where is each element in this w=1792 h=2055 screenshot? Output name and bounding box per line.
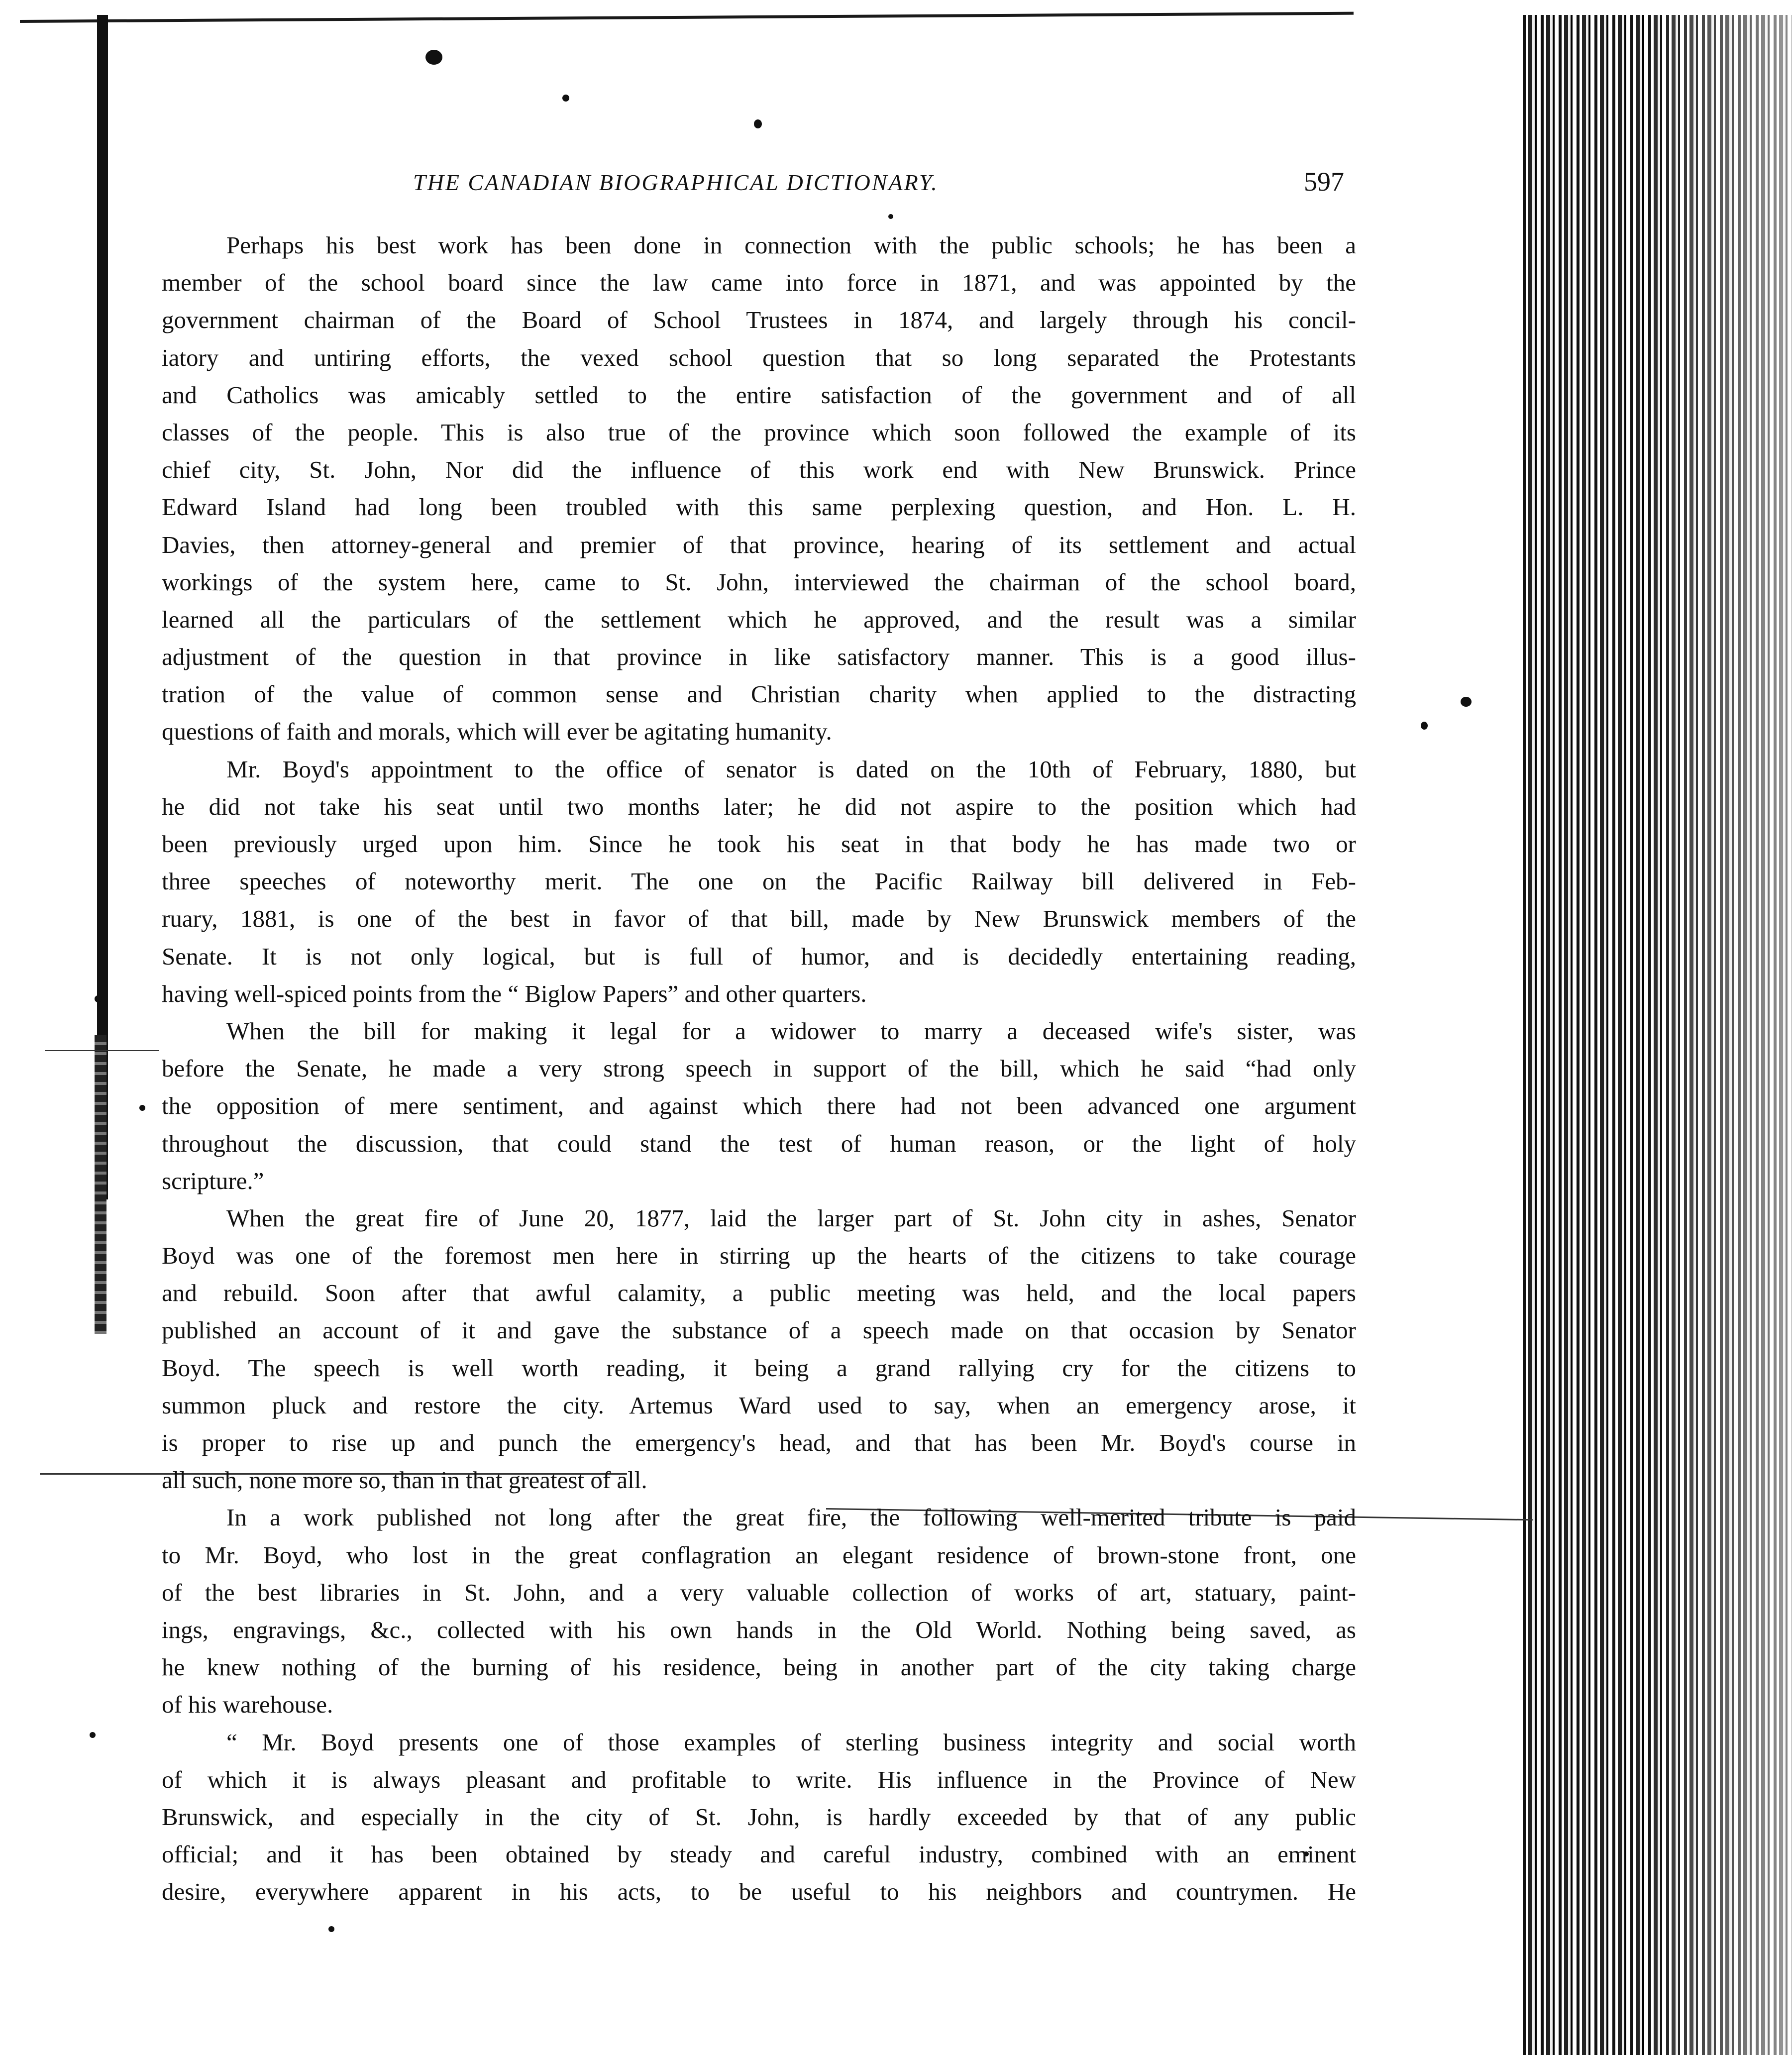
text-line: having well-spiced points from the “ Biglow Papers” and other quarters. [162,979,867,1007]
page-number: 597 [1304,167,1344,197]
paragraph-widower-bill [162,1012,1356,1199]
text-line: throughout the discussion, that could stand the test of human reason, or the light of holy [162,1129,1356,1157]
text-line: and rebuild. Soon after that awful calamity, a public meeting was held, and the local papers [162,1279,1356,1307]
running-title: THE CANADIAN BIOGRAPHICAL DICTIONARY. [413,170,939,195]
paragraph-tribute-intro [162,1499,1356,1723]
scan-stray-line-3 [45,1050,159,1051]
text-line: Brunswick, and especially in the city of St. John, is hardly exceeded by that of any public [162,1803,1356,1831]
speck [754,119,762,128]
text-line: all such, none more so, than in that greatest of all. [162,1466,647,1494]
text-line: and Catholics was amicably settled to the entire satisfaction of the government and of all [162,381,1356,409]
text-line: summon pluck and restore the city. Artemus Ward used to say, when an emergency arose, it [162,1391,1356,1419]
text-line: ruary, 1881, is one of the best in favor of that bill, made by New Brunswick members of the [162,905,1356,933]
text-line: workings of the system here, came to St. John, interviewed the chairman of the school board, [162,568,1356,596]
text-line: of the best libraries in St. John, and a very valuable collection of works of art, statuary, paint- [162,1578,1356,1606]
left-binding-shadow [97,15,108,1199]
left-binding-shadow-lower [95,1035,106,1334]
text-line: Davies, then attorney-general and premier of that province, hearing of its settlement and actual [162,531,1356,558]
speck [95,995,102,1002]
text-line: of which it is always pleasant and profitable to write. His influence in the Province of New [162,1765,1356,1793]
text-line: to Mr. Boyd, who lost in the great conflagration an elegant residence of brown-stone front, one [162,1541,1356,1569]
speck [90,1732,96,1738]
text-line: When the bill for making it legal for a widower to marry a deceased wife's sister, was [226,1017,1356,1045]
text-line: official; and it has been obtained by steady and careful industry, combined with an eminent [162,1840,1356,1868]
top-scan-rule [20,12,1354,23]
text-line: three speeches of noteworthy merit. The one on the Pacific Railway bill delivered in Feb- [162,867,1356,895]
page-edge-fade [1642,15,1792,2055]
text-line: tration of the value of common sense and Christian charity when applied to the distracting [162,680,1356,708]
speck [1461,697,1472,707]
speck [888,214,893,219]
text-line: the opposition of mere sentiment, and against which there had not been advanced one argument [162,1092,1356,1120]
text-line: iatory and untiring efforts, the vexed school question that so long separated the Protestants [162,343,1356,371]
text-line: before the Senate, he made a very strong speech in support of the bill, which he said “had only [162,1055,1356,1082]
text-line: Senate. It is not only logical, but is full of humor, and is decidedly entertaining reading, [162,942,1356,970]
text-line: he knew nothing of the burning of his residence, being in another part of the city taking charge [162,1653,1356,1681]
text-line: been previously urged upon him. Since he took his seat in that body he has made two or [162,830,1356,858]
text-line: In a work published not long after the great fire, the following well-merited tribute is paid [226,1504,1356,1531]
text-line: classes of the people. This is also true of the province which soon followed the example of its [162,418,1356,446]
text-line: Edward Island had long been troubled with this same perplexing question, and Hon. L. H. [162,493,1356,521]
paragraph-schools [162,226,1356,751]
text-line: he did not take his seat until two months later; he did not aspire to the position which had [162,792,1356,820]
text-line: scripture.” [162,1167,264,1194]
text-line: of his warehouse. [162,1691,333,1719]
text-line: member of the school board since the law came into force in 1871, and was appointed by the [162,269,1356,297]
speck [425,50,442,65]
text-line: Boyd. The speech is well worth reading, it being a grand rallying cry for the citizens to [162,1354,1356,1382]
paragraph-great-fire [162,1199,1356,1499]
article-body [162,226,1356,1910]
text-line: When the great fire of June 20, 1877, laid the larger part of St. John city in ashes, Senator [226,1204,1356,1232]
text-line: learned all the particulars of the settlement which he approved, and the result was a similar [162,605,1356,633]
paragraph-senate-appointment [162,751,1356,1012]
text-line: published an account of it and gave the substance of a speech made on that occasion by Senator [162,1316,1356,1344]
text-line: questions of faith and morals, which will ever be agitating humanity. [162,718,832,746]
paragraph-tribute-quote [162,1724,1356,1911]
text-line: ings, engravings, &c., collected with his own hands in the Old World. Nothing being saved, as [162,1616,1356,1643]
speck [139,1105,145,1111]
text-line: Mr. Boyd's appointment to the office of senator is dated on the 10th of February, 1880, but [226,755,1356,783]
text-line: is proper to rise up and punch the emergency's head, and that has been Mr. Boyd's course in [162,1429,1356,1456]
text-line: Boyd was one of the foremost men here in stirring up the hearts of the citizens to take courage [162,1242,1356,1270]
edge-top-blank [1523,0,1792,15]
text-line: “ Mr. Boyd presents one of those examples of sterling business integrity and social worth [226,1728,1356,1756]
text-line: government chairman of the Board of School Trustees in 1874, and largely through his concil- [162,306,1356,334]
text-line: adjustment of the question in that province in like satisfactory manner. This is a good illus- [162,643,1356,671]
text-line: desire, everywhere apparent in his acts, to be useful to his neighbors and countrymen. He [162,1878,1356,1906]
text-line: chief city, St. John, Nor did the influence of this work end with New Brunswick. Prince [162,456,1356,484]
speck [328,1926,334,1932]
text-line: Perhaps his best work has been done in connection with the public schools; he has been a [226,231,1356,259]
speck [1421,722,1428,730]
speck [562,95,569,102]
